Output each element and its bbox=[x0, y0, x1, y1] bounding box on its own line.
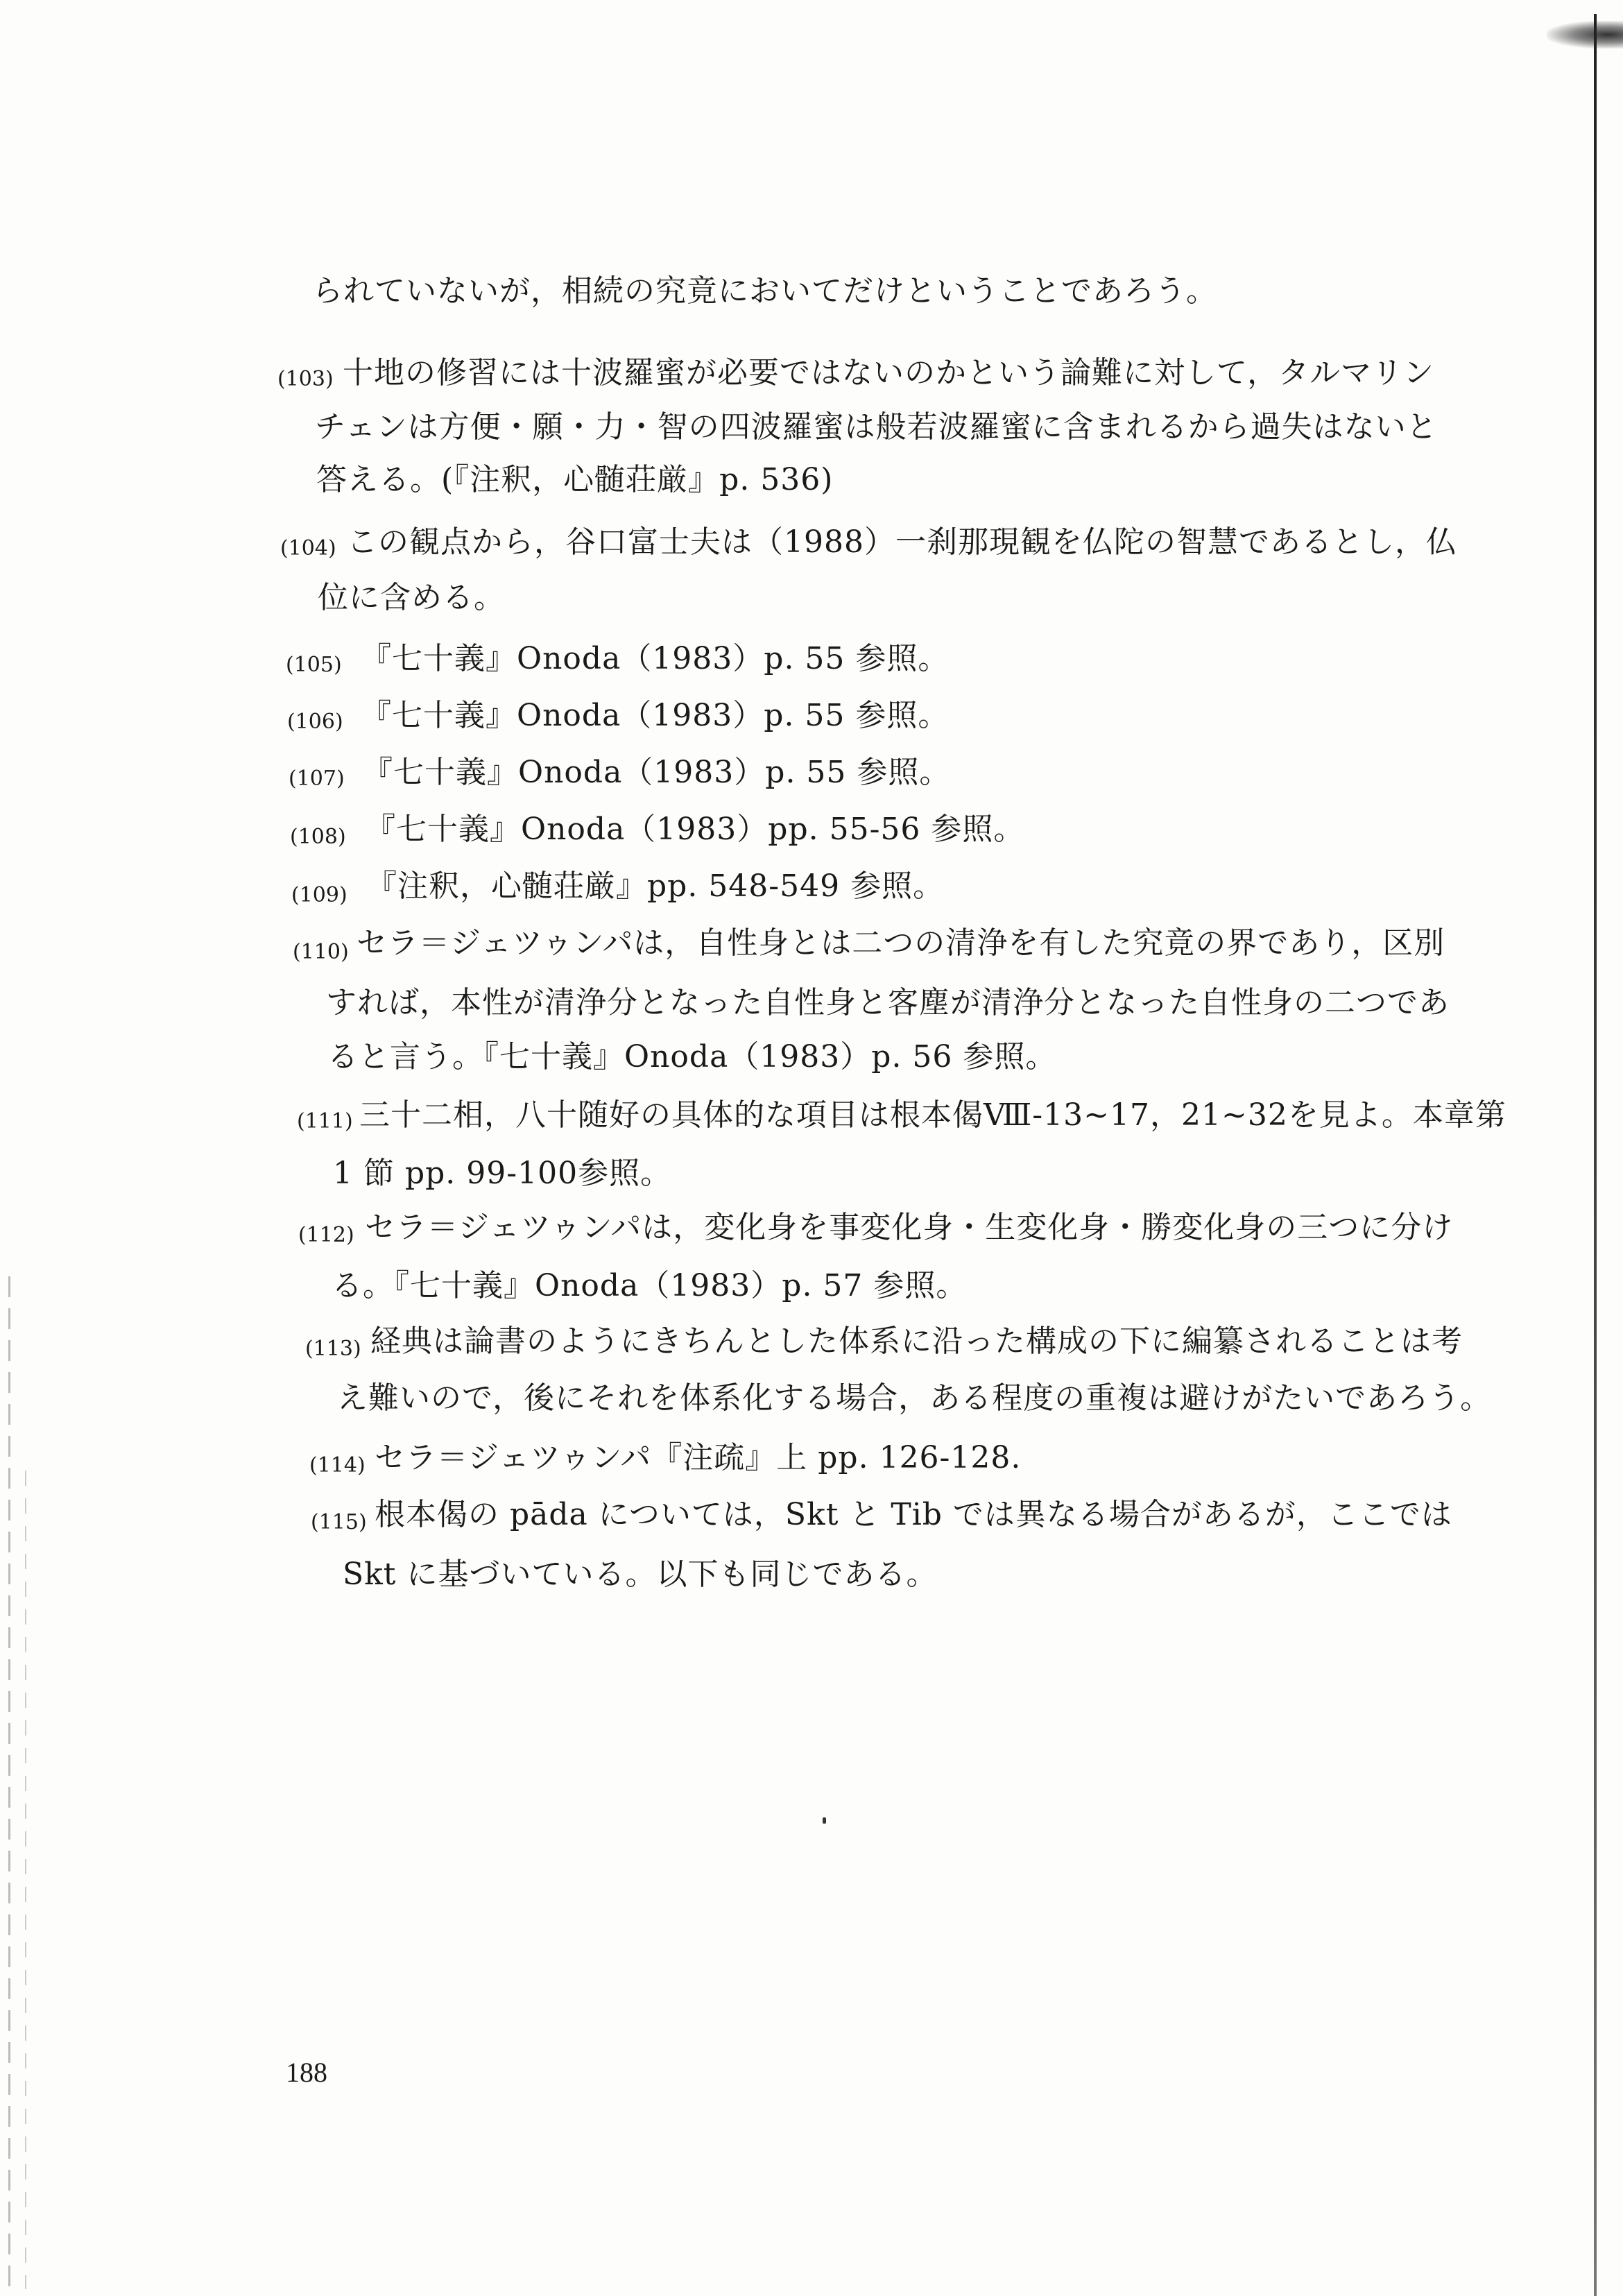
note-line: る。『七十義』Onoda（1983）p. 57 参照。 bbox=[332, 1268, 968, 1303]
note-line: え難いので，後にそれを体系化する場合，ある程度の重複は避けがたいであろう。 bbox=[337, 1380, 1492, 1416]
note-number: (113) bbox=[305, 1337, 361, 1361]
note-line: 『七十義』Onoda（1983）p. 55 参照。 bbox=[362, 755, 951, 790]
note-line: セラ＝ジェツゥンパ『注疏』上 pp. 126-128. bbox=[375, 1440, 1022, 1475]
note-number: (115) bbox=[311, 1510, 367, 1534]
note-number: (112) bbox=[298, 1223, 354, 1247]
note-line: 『注釈，心髄荘厳』pp. 548-549 参照。 bbox=[366, 868, 945, 904]
note-number: (108) bbox=[290, 825, 346, 849]
scan-right-edge bbox=[1594, 14, 1597, 2296]
note-line: チェンは方便・願・力・智の四波羅蜜は般若波羅蜜に含まれるから過失はないと bbox=[315, 409, 1438, 445]
note-line: Skt に基づいている。以下も同じである。 bbox=[343, 1557, 938, 1592]
scan-left-edge bbox=[8, 1276, 10, 2289]
scan-left-edge-secondary bbox=[25, 1471, 26, 2289]
note-number: (105) bbox=[286, 653, 342, 677]
note-line: 1 節 pp. 99-100参照。 bbox=[333, 1156, 672, 1191]
note-line: セラ＝ジェツゥンパは，変化身を事変化身・生変化身・勝変化身の三つに分け bbox=[365, 1210, 1454, 1245]
note-line: この観点から，谷口富士夫は（1988）一刹那現観を仏陀の智慧であるとし，仏 bbox=[347, 524, 1457, 560]
note-number: (109) bbox=[291, 883, 347, 907]
scan-corner-smudge bbox=[1547, 21, 1623, 49]
note-line: 根本偈の pāda については，Skt と Tib では異なる場合があるが，ここでは bbox=[375, 1497, 1452, 1532]
note-number: (111) bbox=[297, 1109, 353, 1133]
note-number: (107) bbox=[289, 766, 345, 791]
note-line: セラ＝ジェツゥンパは，自性身とは二つの清浄を有した究竟の界であり，区別 bbox=[357, 925, 1445, 961]
note-line: ると言う。『七十義』Onoda（1983）p. 56 参照。 bbox=[327, 1039, 1057, 1074]
note-line: 位に含める。 bbox=[318, 580, 505, 615]
note-number: (106) bbox=[287, 710, 343, 734]
note-line: 経典は論書のようにきちんとした体系に沿った構成の下に編纂されることは考 bbox=[370, 1323, 1463, 1359]
page-number: 188 bbox=[286, 2057, 327, 2088]
note-number: (110) bbox=[293, 940, 349, 964]
note-line: 答える。(『注釈，心髄荘厳』p. 536) bbox=[316, 462, 834, 497]
note-line: 『七十義』Onoda（1983）pp. 55-56 参照。 bbox=[365, 812, 1025, 847]
note-line: 三十二相，八十随好の具体的な項目は根本偈Ⅷ-13~17，21~32を見よ。本章第 bbox=[359, 1097, 1506, 1133]
scan-speck bbox=[823, 1817, 826, 1824]
note-number: (114) bbox=[309, 1453, 366, 1477]
note-line: 『七十義』Onoda（1983）p. 55 参照。 bbox=[361, 698, 950, 733]
note-number: (103) bbox=[277, 367, 334, 391]
note-number: (104) bbox=[280, 536, 336, 560]
note-line: 『七十義』Onoda（1983）p. 55 参照。 bbox=[361, 641, 950, 676]
note-line: すれば，本性が清浄分となった自性身と客塵が清浄分となった自性身の二つであ bbox=[326, 985, 1450, 1020]
note-line: 十地の修習には十波羅蜜が必要ではないのかという論難に対して，タルマリン bbox=[343, 355, 1435, 391]
continuation-line: られていないが，相続の究竟においてだけということであろう。 bbox=[312, 273, 1217, 309]
